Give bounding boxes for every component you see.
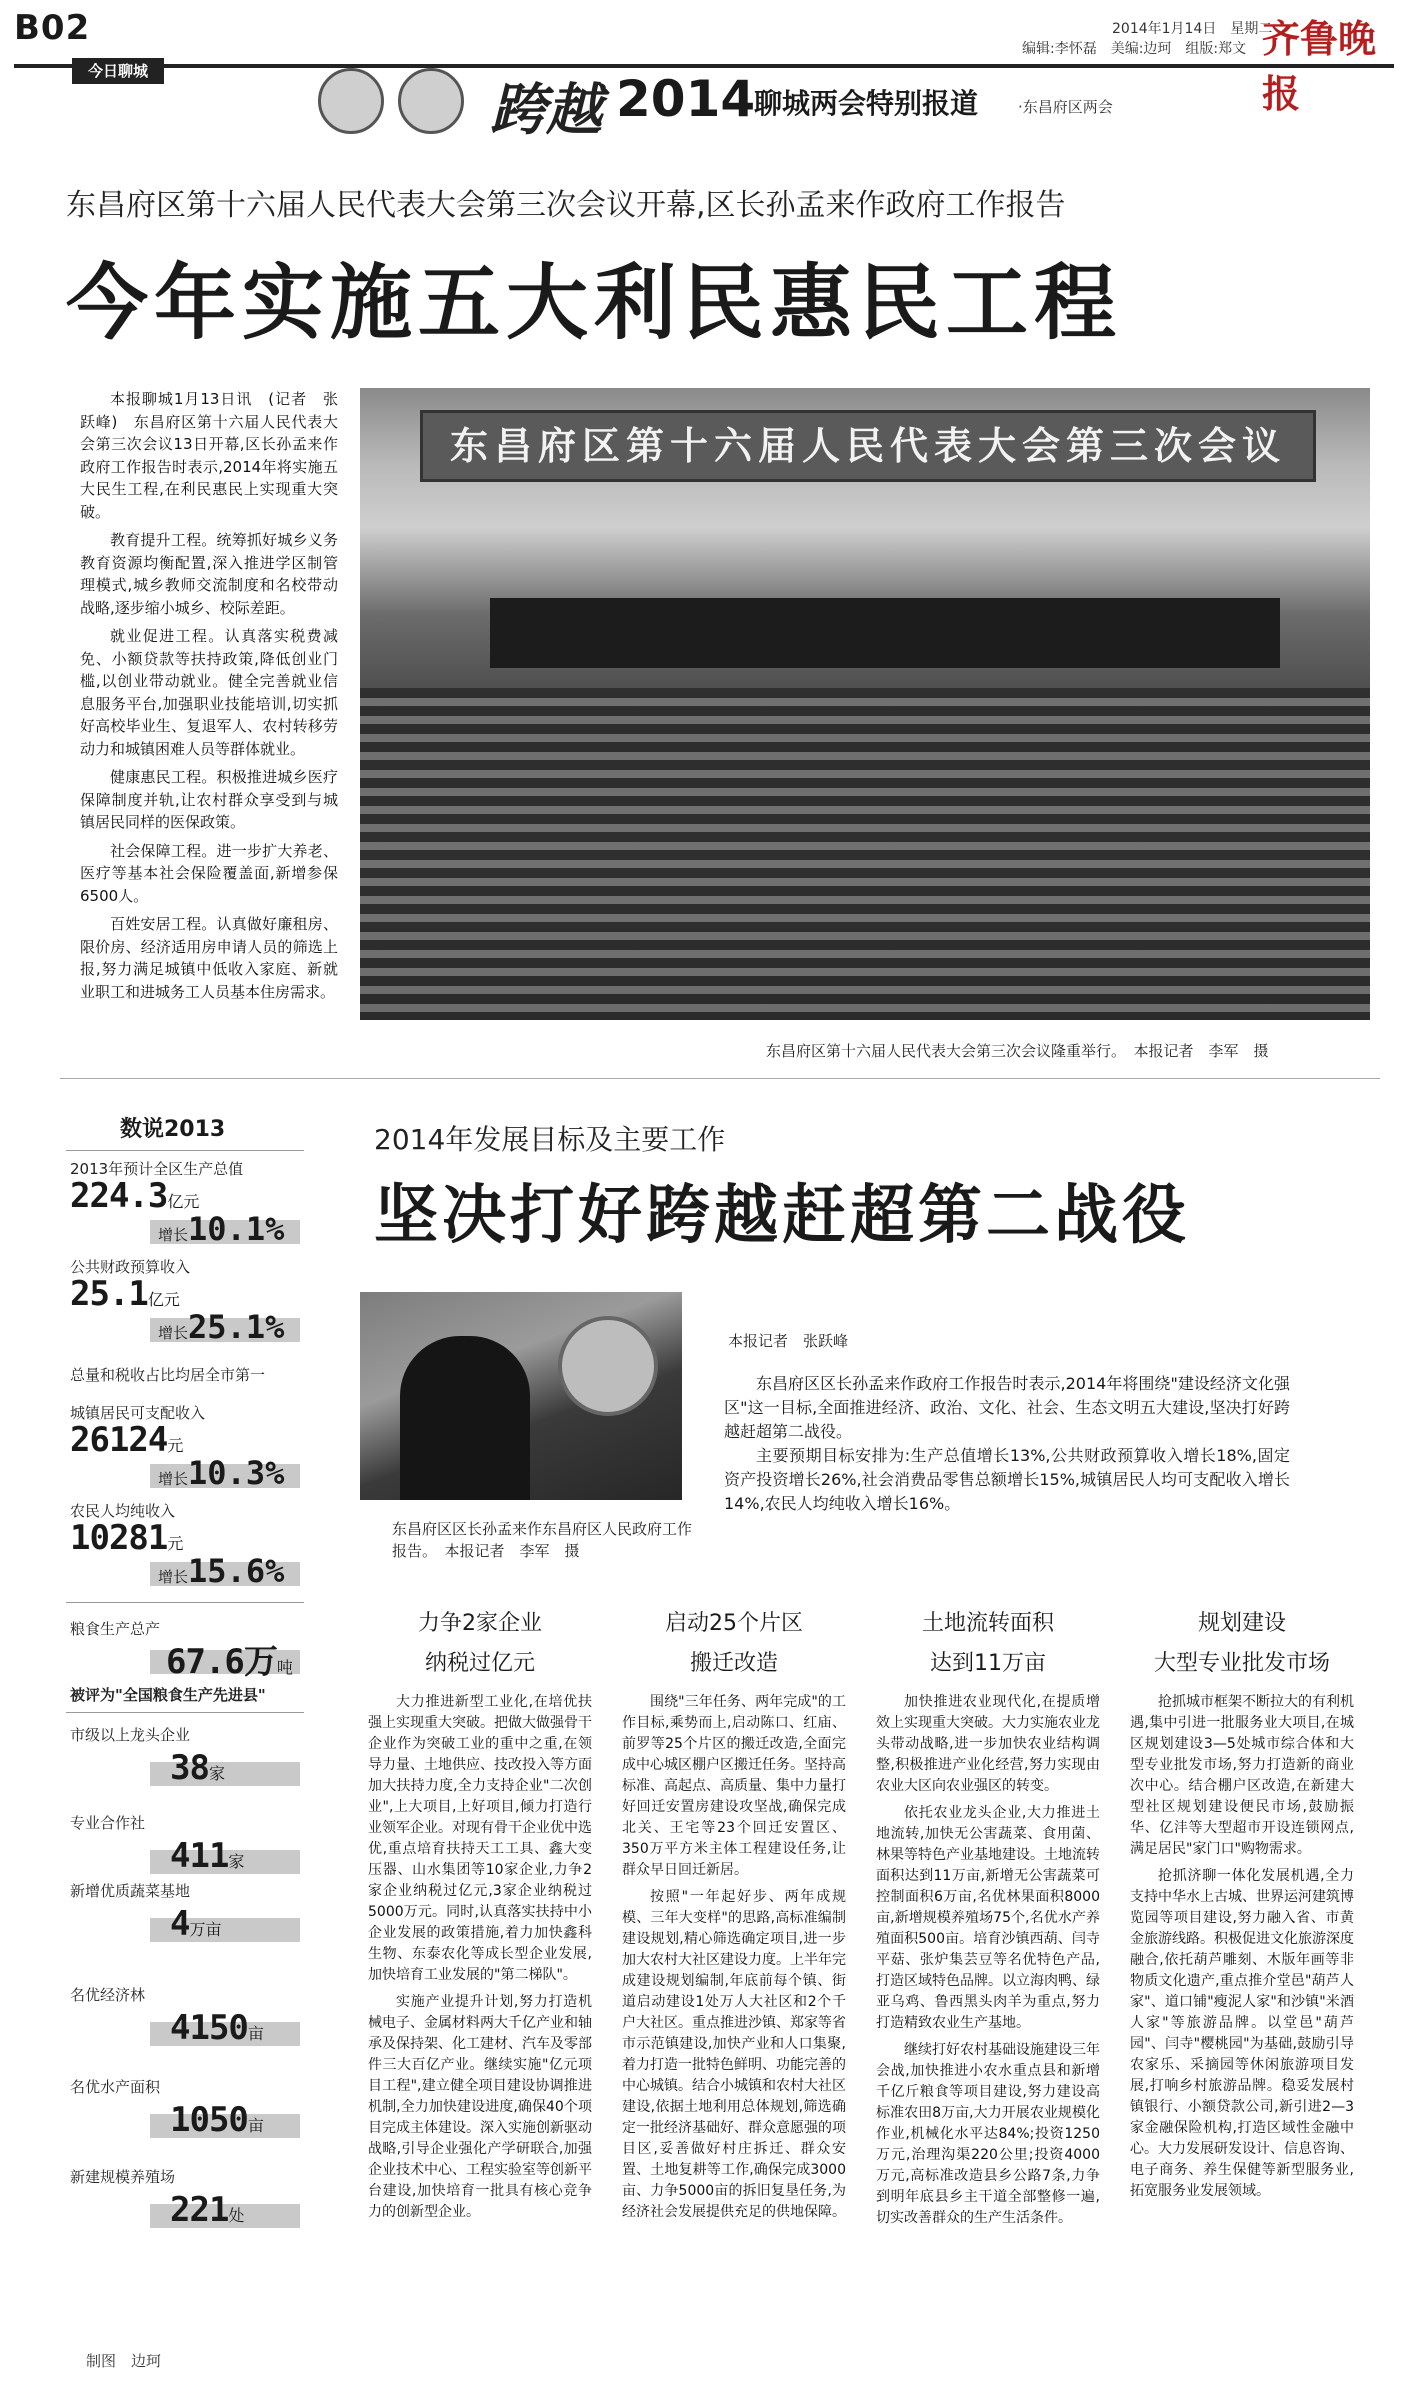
stat-label: 专业合作社	[70, 1814, 146, 1832]
article2-lead	[724, 1372, 1290, 1516]
column-paragraph: 抢抓济聊一体化发展机遇,全力支持中华水上古城、世界运河建筑博览园等项目建设,努力融入省、市黄金旅游线路。积极促进文化旅游深度融合,依托葫芦雕刻、木版年画等非物质文化遗产,重点推介堂邑"葫芦人家"、道口铺"瘦泥人家"和沙镇"米酒人家"等旅游品牌。以堂邑"葫芦园"、闫寺"樱桃园"为基础,鼓励引导农家乐、采摘园等休闲旅游项目发展,打响乡村旅游品牌。稳妥发展村镇银行、小额贷款公司,新引进2—3家金融保险机构,打造区域性金融中心。大力发展研发设计、信息咨询、电子商务、养生保健等新型服务业,拓宽服务业发展领域。	[1130, 1868, 1354, 2199]
grain-unit: 吨	[276, 1658, 293, 1677]
column-body	[622, 1692, 846, 2223]
stat-label: 名优经济林	[70, 1986, 146, 2004]
stat-label: 2013年预计全区生产总值	[70, 1160, 244, 1178]
stat-note: 总量和税收占比均居全市第一	[70, 1366, 266, 1384]
stat-growth	[158, 1454, 284, 1492]
photo-audience	[360, 688, 1370, 1020]
stat-unit: 亩	[247, 2116, 264, 2135]
stat-value: 411	[170, 1836, 229, 1876]
lead-paragraph: 东昌府区区长孙孟来作政府工作报告时表示,2014年将围绕"建设经济文化强区"这一目标,全面推进经济、政治、文化、社会、生态文明五大建设,坚决打好跨越赶超第二战役。	[724, 1374, 1290, 1441]
sidebar-divider	[66, 1150, 304, 1151]
article1-paragraph: 教育提升工程。统筹抓好城乡义务教育资源均衡配置,深入推进学区制管理模式,城乡教师交流制度和名校带动战略,逐步缩小城乡、校际差距。	[80, 531, 338, 617]
column-body	[876, 1692, 1100, 2229]
column-market	[1130, 1604, 1354, 2208]
growth-prefix: 增长	[158, 1470, 189, 1488]
sidebar-title: 数说2013	[120, 1117, 226, 1142]
stat-growth	[158, 1210, 284, 1248]
column-heading: 启动25个片区	[665, 1611, 803, 1636]
article1-paragraph: 健康惠民工程。积极推进城乡医疗保障制度并轨,让农村群众享受到与城镇居民同样的医保政策。	[80, 768, 338, 831]
stat-label: 公共财政预算收入	[70, 1258, 191, 1276]
growth-value: 15.6%	[188, 1552, 285, 1590]
stat-value: 4	[170, 1904, 190, 1944]
cppcc-emblem-icon	[398, 68, 464, 134]
article2-headline: 坚决打好跨越赶超第二战役	[374, 1179, 1190, 1253]
emblem-icon	[558, 1316, 658, 1416]
special-report-banner	[318, 60, 1138, 143]
stat-value-group	[170, 2190, 244, 2230]
article2-kicker: 2014年发展目标及主要工作	[374, 1123, 726, 1156]
grain-value: 67.6万	[166, 1642, 277, 1682]
grain-label: 粮食生产总产	[70, 1620, 161, 1638]
column-subheading: 纳税过亿元	[424, 1651, 535, 1676]
stat-value: 1050	[170, 2100, 248, 2140]
growth-prefix: 增长	[158, 1568, 189, 1586]
stat-value-group	[170, 2008, 264, 2048]
banner-subtitle: 聊城两会特别报道	[754, 87, 979, 120]
column-paragraph: 加快推进农业现代化,在提质增效上实现重大突破。大力实施农业龙头带动战略,进一步加快农业结构调整,积极推进产业化经营,努力实现由农业大区向农业强区的转变。	[876, 1694, 1100, 1794]
article1-paragraph: 本报聊城1月13日讯 (记者 张跃峰) 东昌府区第十六届人民代表大会第三次会议13日开幕,区长孙孟来作政府工作报告时表示,2014年将实施五大民生工程,在利民惠民上实现重大突破。	[80, 390, 338, 521]
photo-hall-banner: 东昌府区第十六届人民代表大会第三次会议	[420, 410, 1316, 482]
stat-label: 农民人均纯收入	[70, 1502, 176, 1520]
banner-script: 跨越	[490, 77, 602, 143]
stat-label: 市级以上龙头企业	[70, 1726, 191, 1744]
column-industry	[368, 1604, 592, 2229]
stat-value: 38	[170, 1748, 209, 1788]
photo2-caption: 东昌府区区长孙孟来作东昌府区人民政府工作报告。 本报记者 李军 摄	[392, 1520, 693, 1560]
banner-district: ·东昌府区两会	[1018, 98, 1113, 116]
mayor-speech-photo	[360, 1292, 682, 1500]
stat-unit: 万亩	[189, 1920, 222, 1939]
stat-label: 名优水产面积	[70, 2078, 161, 2096]
column-subheading: 搬迁改造	[689, 1651, 778, 1676]
grain-award: 被评为"全国粮食生产先进县"	[70, 1686, 266, 1704]
speaker-figure	[400, 1336, 530, 1500]
growth-value: 25.1%	[188, 1308, 285, 1346]
sidebar-divider	[66, 1712, 304, 1713]
article1-paragraph: 社会保障工程。进一步扩大养老、医疗等基本社会保险覆盖面,新增参保6500人。	[80, 841, 338, 905]
stat-value: 26124	[70, 1420, 168, 1460]
article1-kicker: 东昌府区第十六届人民代表大会第三次会议开幕,区长孙孟来作政府工作报告	[66, 188, 1066, 223]
stat-unit: 元	[167, 1534, 184, 1553]
photo-stage	[490, 598, 1280, 668]
stat-unit: 家	[208, 1764, 225, 1783]
stat-growth	[158, 1308, 284, 1346]
column-paragraph: 围绕"三年任务、两年完成"的工作目标,乘势而上,启动陈口、红庙、前罗等25个片区的搬迁改造,全面完成中心城区棚户区搬迁任务。坚持高标准、高起点、高质量、集中力量打好回迁安置房建设攻坚战,确保完成北关、王宅等23个回迁安置区、350万平方米主体工程建设任务,让群众早日回迁新居。	[622, 1694, 846, 1878]
grain-value-group	[166, 1634, 293, 1683]
chart-credit: 制图 边珂	[86, 2352, 162, 2370]
stat-unit: 亿元	[147, 1290, 180, 1309]
column-subheading: 大型专业批发市场	[1153, 1651, 1330, 1676]
column-paragraph: 按照"一年起好步、两年成规模、三年大变样"的思路,高标准编制建设规划,精心筛选确定项目,进一步加大农村大社区建设力度。上半年完成建设规划编制,年底前每个镇、街道启动建设1处万人大社区和2个千户大社区。重点推进沙镇、郑家等省市示范镇建设,加快产业和人口集聚,着力打造一批特色鲜明、功能完善的中心城镇。结合小城镇和农村大社区建设,依据土地利用总体规划,筛选确定一批经济基础好、群众意愿强的项目区,妥善做好村庄拆迁、群众安置、土地复耕等工作,确保完成3000亩、力争5000亩的拆旧复垦任务,为经济社会发展提供充足的供地保障。	[622, 1889, 846, 2220]
stat-value-group	[170, 1836, 244, 1876]
stat-value: 221	[170, 2190, 229, 2230]
national-emblem-icon	[318, 68, 384, 134]
column-heading: 土地流转面积	[921, 1611, 1054, 1636]
stat-value-group	[170, 2100, 264, 2140]
column-subheading: 达到11万亩	[930, 1651, 1046, 1676]
growth-value: 10.1%	[188, 1210, 285, 1248]
lead-paragraph: 主要预期目标安排为:生产总值增长13%,公共财政预算收入增长18%,固定资产投资增长26%,社会消费品零售总额增长15%,城镇居民人均可支配收入增长14%,农民人均纯收入增长16%。	[724, 1446, 1290, 1513]
stat-value: 224.3	[70, 1176, 168, 1216]
growth-value: 10.3%	[188, 1454, 285, 1492]
banner-year: 2014	[616, 70, 756, 128]
newspaper-logo: 齐鲁晚报	[1262, 16, 1377, 116]
stat-growth	[158, 1552, 284, 1590]
column-body	[368, 1692, 592, 2223]
page-number: B02	[14, 8, 91, 48]
sidebar-divider	[66, 1602, 304, 1603]
article1-headline: 今年实施五大利民惠民工程	[66, 256, 1123, 351]
stat-label: 城镇居民可支配收入	[70, 1404, 206, 1422]
stat-unit: 亿元	[167, 1192, 200, 1211]
stat-unit: 处	[228, 2206, 245, 2225]
article1-paragraph: 就业促进工程。认真落实税费减免、小额贷款等扶持政策,降低创业门槛,以创业带动就业。健全完善就业信息服务平台,加强职业技能培训,切实抓好高校毕业生、复退军人、农村转移劳动力和城镇困难人员等群体就业。	[80, 627, 338, 758]
growth-prefix: 增长	[158, 1324, 189, 1342]
article2-byline: 本报记者 张跃峰	[728, 1332, 849, 1350]
editor-credits: 编辑:李怀磊 美编:边珂 组版:郑文	[1022, 41, 1247, 57]
stat-value-group	[170, 1748, 225, 1788]
column-body	[1130, 1692, 1354, 2202]
stat-value: 10281	[70, 1518, 168, 1558]
column-paragraph: 继续打好农村基础设施建设三年会战,加快推进小农水重点县和新增千亿斤粮食等项目建设,努力建设高标准农田8万亩,大力开展农业规模化作业,机械化水平达84%;投资1250万元,治理沟渠220公里;投资4000万元,高标准改造县乡公路7条,力争到明年底县乡主干道全部整修一遍,切实改善群众的生产生活条件。	[876, 2042, 1100, 2226]
stat-unit: 家	[228, 1852, 245, 1871]
stat-label: 新增优质蔬菜基地	[70, 1882, 191, 1900]
article1-paragraph: 百姓安居工程。认真做好廉租房、限价房、经济适用房申请人员的筛选上报,努力满足城镇中低收入家庭、新就业职工和进城务工人员基本住房需求。	[80, 915, 338, 1001]
column-paragraph: 大力推进新型工业化,在培优扶强上实现重大突破。把做大做强骨干企业作为突破工业的重中之重,在领导力量、土地供应、技改投入等方面加大扶持力度,全力支持企业"二次创业",上大项目,上好项目,倾力打造行业领军企业。对现有骨干企业优中选优,重点培育扶持天工工具、鑫大变压器、山水集团等10家企业,力争2家企业纳税过亿元,3家企业纳税过5000万元。同时,认真落实扶持中小企业发展的政策措施,着力加快鑫科生物、东泰农化等成长型企业发展,加快培育工业发展的"第二梯队"。	[368, 1694, 592, 1983]
column-paragraph: 依托农业龙头企业,大力推进土地流转,加快无公害蔬菜、食用菌、林果等特色产业基地建设。土地流转面积达到11万亩,新增无公害蔬菜可控制面积6万亩,名优林果面积8000亩,新增规模养殖场75个,名优水产养殖面积500亩。培育沙镇西葫、闫寺平菇、张炉集芸豆等名优特色产品,打造区域特色品牌。以立海肉鸭、绿亚乌鸡、鲁西黑头肉羊为重点,努力打造精致农业生产基地。	[876, 1805, 1100, 2031]
congress-hall-photo	[360, 388, 1370, 1020]
column-paragraph: 抢抓城市框架不断拉大的有利机遇,集中引进一批服务业大项目,在城区规划建设3—5处城市综合体和大型专业批发市场,努力打造新的商业次中心。结合棚户区改造,在新建大型社区规划建设便民市场,鼓励振华、亿沣等大型超市开设连锁网点,满足居民"家门口"购物需求。	[1130, 1694, 1354, 1857]
column-paragraph: 实施产业提升计划,努力打造机械电子、金属材料两大千亿产业和轴承及保持架、化工建材、汽车及零部件三大百亿产业。继续实施"亿元项目工程",建立健全项目建设协调推进机制,全力加快建设进度,确保40个项目完成主体建设。深入实施创新驱动战略,引导企业强化产学研联合,加强企业技术中心、工程实验室等创新平台建设,加快培育一批具有核心竞争力的创新型企业。	[368, 1994, 592, 2220]
section-tag: 今日聊城	[72, 58, 164, 84]
stat-value: 4150	[170, 2008, 248, 2048]
issue-date: 2014年1月14日 星期二	[1112, 21, 1273, 37]
column-agriculture	[876, 1604, 1100, 2235]
column-heading: 规划建设	[1197, 1611, 1286, 1636]
growth-prefix: 增长	[158, 1226, 189, 1244]
stat-label: 新建规模养殖场	[70, 2168, 176, 2186]
column-relocation	[622, 1604, 846, 2229]
stat-value-group	[170, 1904, 222, 1944]
stat-unit: 元	[167, 1436, 184, 1455]
section-divider	[60, 1078, 1380, 1079]
column-heading: 力争2家企业	[418, 1611, 542, 1636]
stat-unit: 亩	[247, 2024, 264, 2043]
stat-value: 25.1	[70, 1274, 148, 1314]
article1-body	[80, 388, 338, 1009]
photo1-caption: 东昌府区第十六届人民代表大会第三次会议隆重举行。 本报记者 李军 摄	[766, 1042, 1269, 1060]
